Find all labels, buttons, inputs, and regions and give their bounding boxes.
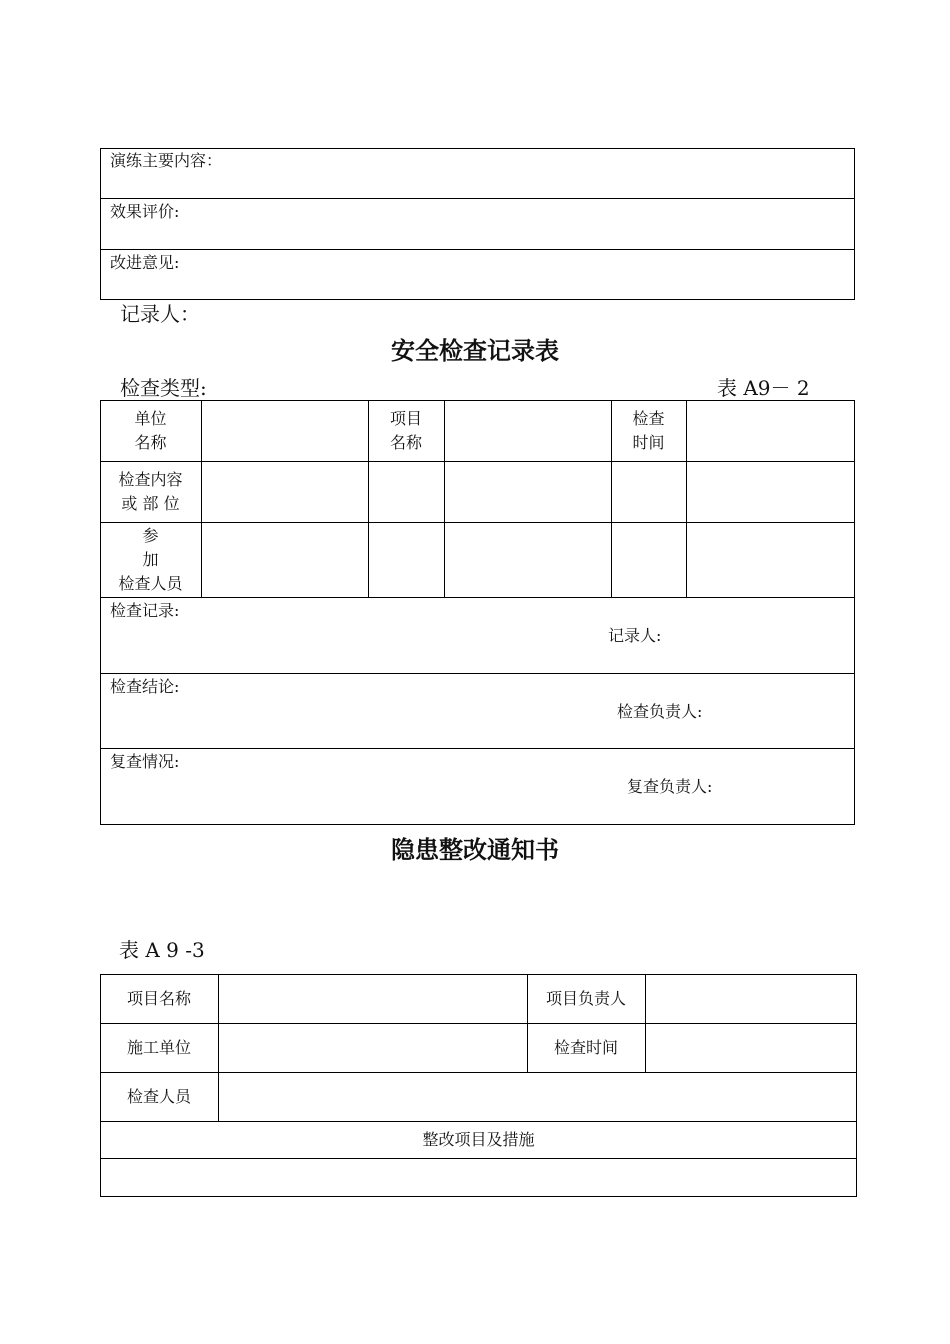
project-name-line1: 项目 bbox=[389, 408, 422, 428]
check-conclusion-label: 检查结论: bbox=[110, 677, 180, 696]
inspectors-label bbox=[100, 1072, 218, 1121]
rectification-items-header bbox=[100, 1121, 857, 1158]
safety-check-table bbox=[100, 400, 855, 825]
unit-name-line1: 单位 bbox=[134, 408, 167, 428]
table-rule bbox=[100, 597, 855, 598]
effect-evaluation-label: 效果评价: bbox=[110, 202, 180, 221]
check-type-label: 检查类型: bbox=[120, 376, 207, 400]
project-manager-text: 项目负责人 bbox=[545, 988, 626, 1008]
drill-row-divider bbox=[100, 198, 855, 199]
check-record-label: 检查记录: bbox=[110, 601, 180, 620]
participants-line2: 加 bbox=[142, 549, 159, 569]
check-time-text: 检查时间 bbox=[553, 1037, 618, 1057]
participants-line3: 检查人员 bbox=[118, 573, 183, 593]
conclusion-signer-label: 检查负责人: bbox=[617, 702, 703, 721]
drill-row-divider bbox=[100, 249, 855, 250]
participants-label bbox=[100, 522, 201, 597]
project-name-header bbox=[368, 400, 444, 461]
safety-table-number: 表 A9－ 2 bbox=[717, 376, 810, 400]
check-time-line1: 检查 bbox=[632, 408, 665, 428]
construction-unit-text: 施工单位 bbox=[126, 1037, 191, 1057]
table-rule bbox=[645, 974, 646, 1072]
inspectors-text: 检查人员 bbox=[126, 1086, 191, 1106]
check-content-line1: 检查内容 bbox=[118, 469, 183, 489]
review-status-label: 复查情况: bbox=[110, 752, 180, 771]
table-rule bbox=[100, 748, 855, 749]
rectification-notice-title: 隐患整改通知书 bbox=[391, 836, 559, 864]
safety-check-title: 安全检查记录表 bbox=[391, 337, 559, 365]
table-rule bbox=[100, 1158, 857, 1159]
check-time-line2: 时间 bbox=[632, 432, 665, 452]
improvement-opinion-label: 改进意见: bbox=[110, 253, 180, 272]
table-rule bbox=[201, 400, 202, 597]
review-signer-label: 复查负责人: bbox=[627, 777, 713, 796]
participants-line1: 参 bbox=[142, 525, 159, 545]
project-manager-label bbox=[527, 974, 645, 1023]
unit-name-line2: 名称 bbox=[134, 432, 167, 452]
drill-recorder-label: 记录人： bbox=[120, 302, 200, 326]
project-name-text: 项目名称 bbox=[126, 988, 191, 1008]
table-rule bbox=[444, 400, 445, 597]
rectification-items-text: 整改项目及措施 bbox=[422, 1129, 535, 1149]
drill-content-label: 演练主要内容： bbox=[110, 151, 223, 170]
check-time-header bbox=[611, 400, 686, 461]
construction-unit-label bbox=[100, 1023, 218, 1072]
rectification-table-number: 表 A 9 -3 bbox=[119, 938, 205, 962]
table-rule bbox=[100, 673, 855, 674]
record-signer-label: 记录人: bbox=[608, 626, 662, 645]
unit-name-header bbox=[100, 400, 201, 461]
table-rule bbox=[686, 400, 687, 597]
check-content-label bbox=[100, 461, 201, 522]
project-name-line2: 名称 bbox=[389, 432, 422, 452]
table-rule bbox=[218, 974, 219, 1121]
project-name-label bbox=[100, 974, 218, 1023]
check-content-line2: 或 部 位 bbox=[121, 493, 180, 513]
table-rule bbox=[100, 461, 855, 462]
check-time-label bbox=[527, 1023, 645, 1072]
table-rule bbox=[100, 522, 855, 523]
